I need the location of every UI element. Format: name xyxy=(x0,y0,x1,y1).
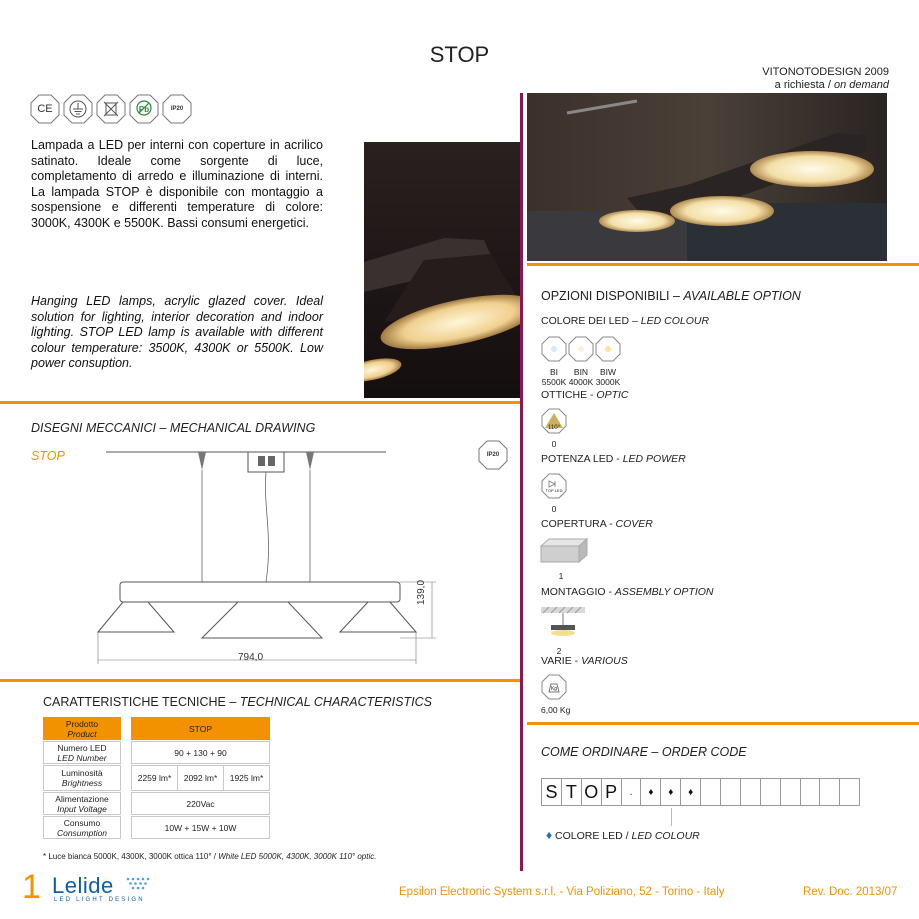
order-code-box: P xyxy=(601,778,622,806)
order-code-heading: COME ORDINARE – ORDER CODE xyxy=(541,745,747,759)
order-code-box: . xyxy=(621,778,642,806)
order-code-connector-line xyxy=(671,808,672,826)
weee-bin-icon xyxy=(96,94,126,124)
product-photo-closeup xyxy=(364,142,520,398)
led-colour-option-biw[interactable]: BIW 3000K xyxy=(595,336,621,387)
specs-row-label: Consumo Consumption xyxy=(43,816,121,839)
on-demand-note: a richiesta / on demand xyxy=(774,79,889,91)
ip20-icon: IP20 xyxy=(162,94,192,124)
assembly-value: 2 xyxy=(556,646,562,656)
order-code-box xyxy=(700,778,721,806)
led-colour-options xyxy=(541,336,621,387)
weight-value: 6,00 Kg xyxy=(541,705,571,715)
drawing-product-label: STOP xyxy=(31,449,65,463)
cover-heading: COPERTURA - COVER xyxy=(541,518,653,530)
company-address: Epsilon Electronic System s.r.l. - Via Poliziano, 52 - Torino - Italy xyxy=(399,886,725,898)
order-code-box xyxy=(740,778,761,806)
specs-header-product: STOP xyxy=(131,717,270,740)
cover-value: 1 xyxy=(558,571,564,581)
divider-right-top xyxy=(527,263,919,266)
optic-value: 0 xyxy=(551,439,557,449)
assembly-option[interactable] xyxy=(541,607,585,656)
certification-icons xyxy=(30,94,192,124)
specs-row-label: Alimentazione Input Voltage xyxy=(43,792,121,815)
weight-badge: Kg xyxy=(550,686,558,692)
page-title: STOP xyxy=(429,42,490,67)
designer-credit xyxy=(762,66,889,92)
divider-left-top xyxy=(0,401,520,404)
optic-badge: 110° xyxy=(548,425,560,431)
order-code-boxes xyxy=(541,778,859,806)
specs-row-value: 90 + 130 + 90 xyxy=(131,741,270,764)
order-code-legend: ♦ COLORE LED / LED COLOUR xyxy=(546,828,700,842)
specs-row-value: 2092 lm* xyxy=(177,765,224,791)
divider-left-mid xyxy=(0,679,520,682)
specs-table xyxy=(43,717,271,841)
order-code-box: O xyxy=(581,778,602,806)
vertical-divider xyxy=(520,93,523,871)
order-code-box xyxy=(819,778,840,806)
drawing-heading: DISEGNI MECCANICI – MECHANICAL DRAWING xyxy=(31,421,316,435)
page-number: 1 xyxy=(22,868,41,906)
order-code-led-colour-slot[interactable]: ♦ xyxy=(640,778,661,806)
order-code-box xyxy=(800,778,821,806)
order-code-box xyxy=(720,778,741,806)
ground-symbol-icon xyxy=(63,94,93,124)
product-photo-ambient xyxy=(527,93,887,261)
specs-row-value: 220Vac xyxy=(131,792,270,815)
specs-row-value: 10W + 15W + 10W xyxy=(131,816,270,839)
led-power-heading: POTENZA LED - LED POWER xyxy=(541,453,686,465)
designer-name: VITONOTODESIGN 2009 xyxy=(762,66,889,78)
specs-header-label: Prodotto Product xyxy=(43,717,121,740)
description-english: Hanging LED lamps, acrylic glazed cover. Ideal solution for lighting, interior decoration and indoor lighting. STOP LED lamp is available with different colour temperature: 3500K, 4300K or 5500K. Low power consuption. xyxy=(31,294,323,370)
assembly-heading: MONTAGGIO - ASSEMBLY OPTION xyxy=(541,586,714,598)
brand-logo: Lelide xyxy=(52,873,114,898)
options-heading: OPZIONI DISPONIBILI – AVAILABLE OPTION xyxy=(541,289,801,303)
order-code-box xyxy=(839,778,860,806)
drawing-height-dimension: 139,0 xyxy=(416,579,427,605)
led-colour-option-bi[interactable]: BI 5500K xyxy=(541,336,567,387)
optic-option[interactable] xyxy=(541,408,567,449)
led-power-option[interactable] xyxy=(541,473,567,514)
logo-dots-icon xyxy=(124,876,154,897)
mechanical-drawing xyxy=(88,446,448,674)
order-code-box: T xyxy=(561,778,582,806)
various-heading: VARIE - VARIOUS xyxy=(541,655,628,667)
ip20-drawing-badge: IP20 xyxy=(478,440,508,470)
lead-free-icon: Pb xyxy=(129,94,159,124)
specs-row-label: Numero LED LED Number xyxy=(43,741,121,764)
optic-heading: OTTICHE - OPTIC xyxy=(541,389,629,401)
led-colour-heading: COLORE DEI LED – LED COLOUR xyxy=(541,315,710,327)
weight-option[interactable] xyxy=(541,674,591,715)
led-power-value: 0 xyxy=(551,504,557,514)
drawing-width-dimension: 794,0 xyxy=(238,652,264,663)
order-code-box xyxy=(780,778,801,806)
order-code-led-colour-slot[interactable]: ♦ xyxy=(680,778,701,806)
specs-footnote: * Luce bianca 5000K, 4300K, 3000K ottica 110° / White LED 5000K, 4300K, 3000K 110° optic. xyxy=(43,852,377,861)
description-italian: Lampada a LED per interni con coperture in acrilico satinato. Ideale come sorgente di luce, completamento di arredo e illuminazione di interni. La lampada STOP è disponibile con montaggio a sospensione e differenti temperature di colore: 3000K, 4300K e 5500K. Bassi consumi energetici. xyxy=(31,138,323,230)
diamond-icon: ♦ xyxy=(546,828,553,842)
led-colour-option-bin[interactable]: BIN 4000K xyxy=(568,336,594,387)
order-code-led-colour-slot[interactable]: ♦ xyxy=(660,778,681,806)
cover-option[interactable] xyxy=(539,538,589,581)
specs-heading: CARATTERISTICHE TECNICHE – TECHNICAL CHARACTERISTICS xyxy=(43,695,432,709)
divider-right-bottom xyxy=(527,722,919,725)
ce-mark-icon: CE xyxy=(30,94,60,124)
specs-row-value: 1925 lm* xyxy=(223,765,270,791)
brand-tagline: LED LIGHT DESIGN xyxy=(54,897,145,903)
specs-row-value: 2259 lm* xyxy=(131,765,178,791)
specs-row-label: Luminosità Brightness xyxy=(43,765,121,791)
document-revision: Rev. Doc. 2013/07 xyxy=(803,886,898,898)
led-power-badge: TOP LED xyxy=(545,488,563,493)
order-code-box: S xyxy=(541,778,562,806)
order-code-box xyxy=(760,778,781,806)
